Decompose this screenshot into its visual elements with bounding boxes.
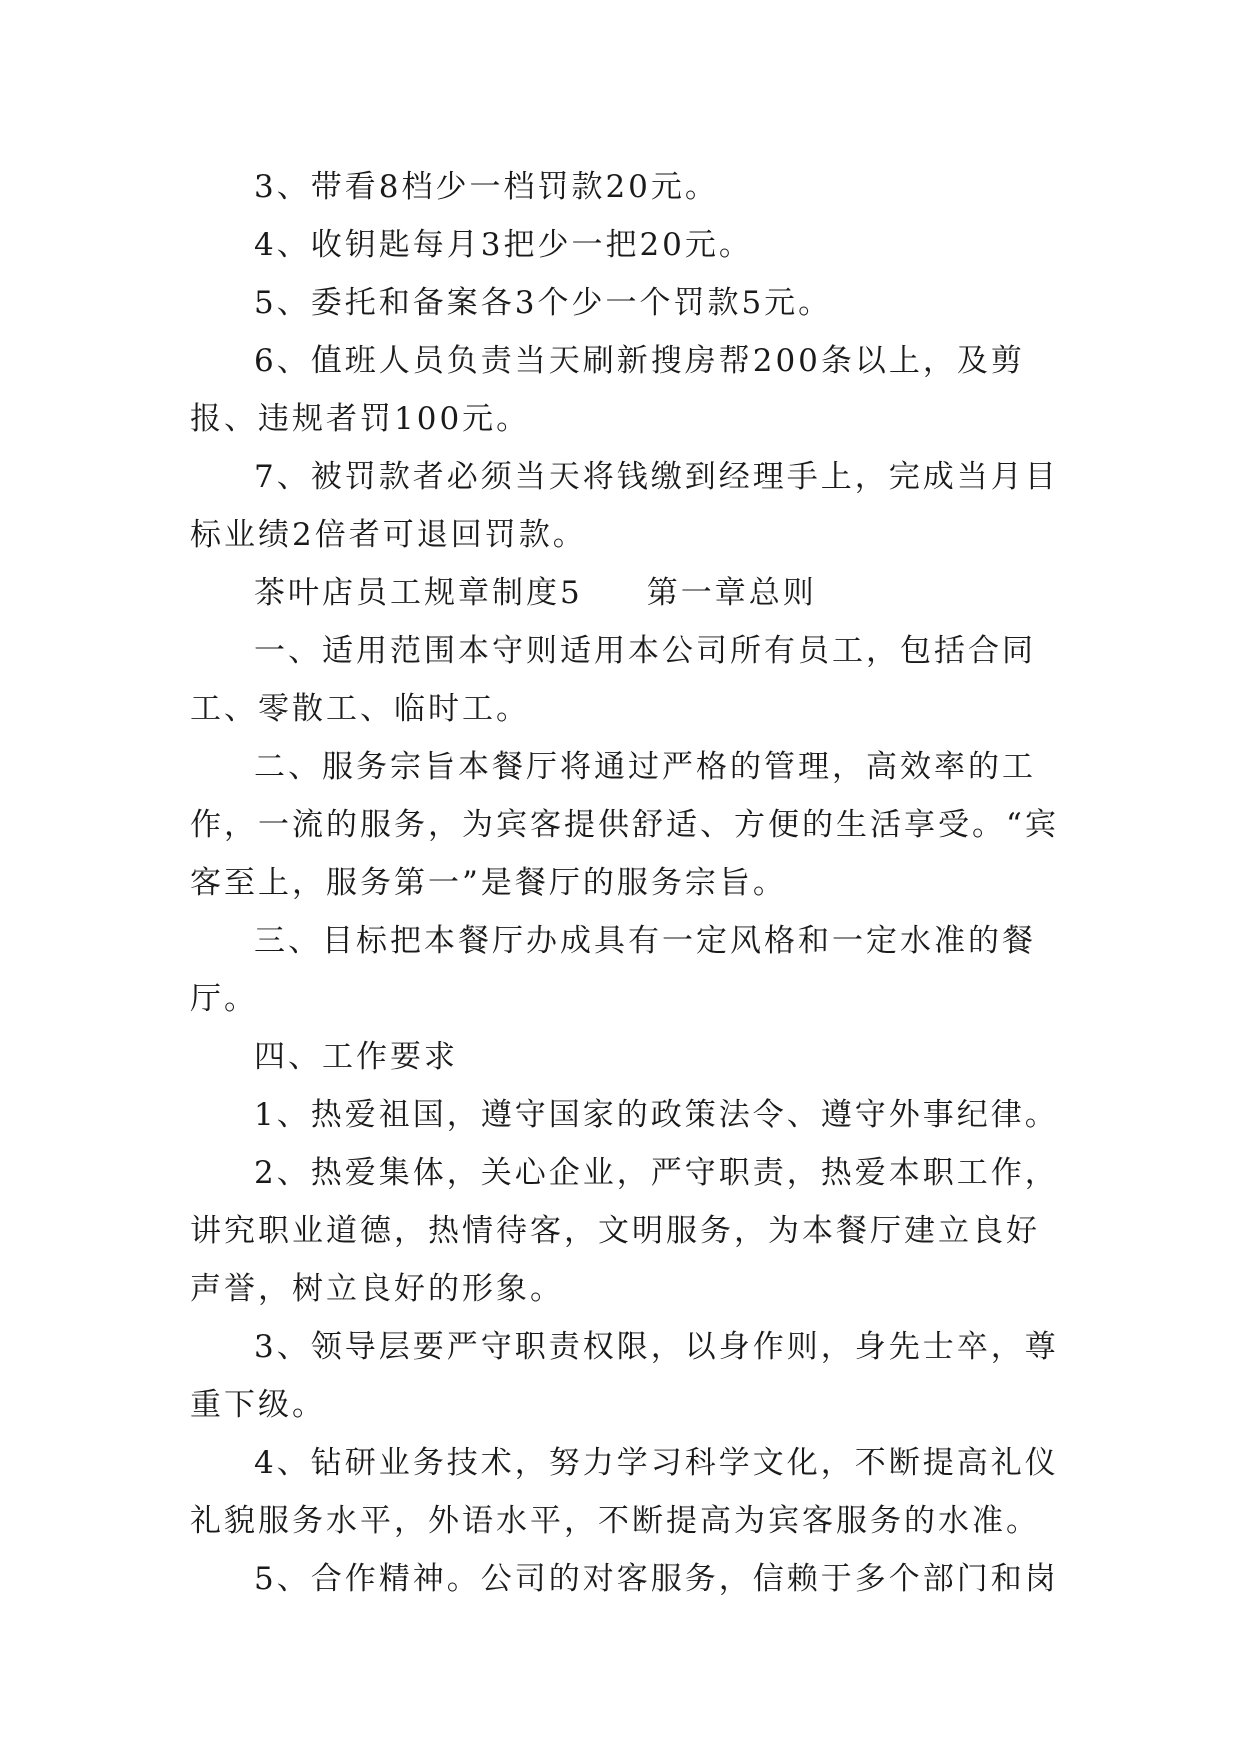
paragraph-requirement-2: 2、热爱集体，关心企业，严守职责，热爱本职工作，讲究职业道德，热情待客，文明服务，为本餐厅建立良好声誉，树立良好的形象。 <box>190 1155 1059 1307</box>
paragraph-service-purpose: 二、服务宗旨本餐厅将通过严格的管理，高效率的工作，一流的服务，为宾客提供舒适、方便的生活享受。“宾客至上，服务第一”是餐厅的服务宗旨。 <box>190 749 1059 901</box>
paragraph-rule-6: 6、值班人员负责当天刷新搜房帮200条以上，及剪报、违规者罚100元。 <box>190 343 1025 437</box>
paragraph-requirement-5: 5、合作精神。公司的对客服务，信赖于多个部门和岗 <box>254 1561 1059 1597</box>
paragraph-goal: 三、目标把本餐厅办成具有一定风格和一定水准的餐厅。 <box>190 923 1036 1017</box>
paragraph-rule-7: 7、被罚款者必须当天将钱缴到经理手上，完成当月目标业绩2倍者可退回罚款。 <box>190 459 1059 553</box>
paragraph-rule-4: 4、收钥匙每月3把少一把20元。 <box>254 227 753 263</box>
paragraph-requirement-1: 1、热爱祖国，遵守国家的政策法令、遵守外事纪律。 <box>254 1097 1059 1133</box>
paragraph-requirement-3: 3、领导层要严守职责权限，以身作则，身先士卒，尊重下级。 <box>190 1329 1059 1423</box>
paragraph-requirement-4: 4、钻研业务技术，努力学习科学文化，不断提高礼仪礼貌服务水平，外语水平，不断提高为宾客服务的水准。 <box>190 1445 1059 1539</box>
section-title: 茶叶店员工规章制度5 <box>254 575 583 611</box>
document-body <box>190 158 1070 1608</box>
paragraph-work-requirements-heading: 四、工作要求 <box>254 1039 458 1075</box>
paragraph-rule-5: 5、委托和备案各3个少一个罚款5元。 <box>254 285 833 321</box>
paragraph-rule-3: 3、带看8档少一档罚款20元。 <box>254 169 719 205</box>
chapter-title: 第一章总则 <box>646 575 817 611</box>
paragraph-scope: 一、适用范围本守则适用本公司所有员工，包括合同工、零散工、临时工。 <box>190 633 1036 727</box>
section-heading <box>190 564 1070 622</box>
